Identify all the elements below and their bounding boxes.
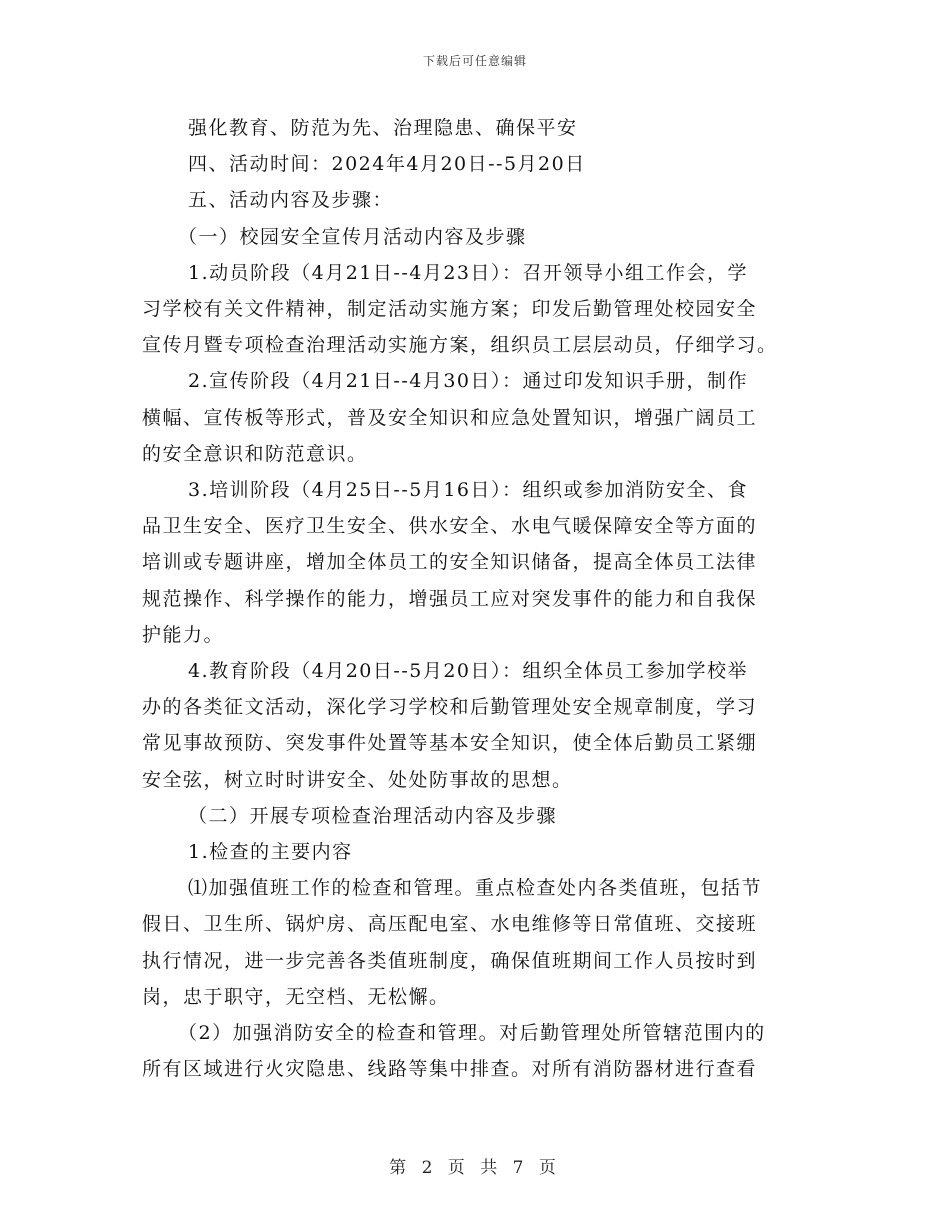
paragraph-line: 的安全意识和防范意识。 — [142, 442, 368, 465]
paragraph-line: 五、活动内容及步骤： — [188, 189, 394, 212]
paragraph-line: 四、活动时间：2024年4月20日--5月20日 — [188, 153, 586, 176]
paragraph-line: 强化教育、防范为先、治理隐患、确保平安 — [188, 117, 578, 139]
section-heading: （二）开展专项检查治理活动内容及步骤 — [188, 804, 558, 827]
paragraph-line: 岗，忠于职守，无空档、无松懈。 — [142, 985, 450, 1008]
paragraph-line: ⑴加强值班工作的检查和管理。重点检查处内各类值班，包括节 — [188, 877, 763, 900]
paragraph-line: 2.宣传阶段（4月21日--4月30日）：通过印发知识手册，制作 — [188, 370, 748, 393]
paragraph-line: 所有区域进行火灾隐患、线路等集中排查。对所有消防器材进行查看 — [142, 1058, 758, 1081]
section-heading: （一）校园安全宣传月活动内容及步骤 — [178, 225, 527, 248]
paragraph-line: 办的各类征文活动，深化学习学校和后勤管理处安全规章制度，学习 — [142, 696, 758, 719]
paragraph-line: 常见事故预防、突发事件处置等基本安全知识，使全体后勤员工紧绷 — [142, 732, 758, 755]
document-body — [142, 110, 812, 1087]
paragraph-line: 假日、卫生所、锅炉房、高压配电室、水电维修等日常值班、交接班 — [142, 913, 758, 936]
paragraph-line: 横幅、宣传板等形式，普及安全知识和应急处置知识，增强广阔员工 — [142, 406, 758, 429]
paragraph-line: 1.动员阶段（4月21日--4月23日）：召开领导小组工作会，学 — [188, 261, 748, 284]
paragraph-line: 3.培训阶段（4月25日--5月16日）：组织或参加消防安全、食 — [188, 479, 748, 502]
page-number: 第 2 页 共 7 页 — [389, 1158, 561, 1178]
paragraph-line: 护能力。 — [142, 623, 225, 646]
paragraph-line: （2）加强消防安全的检查和管理。对后勤管理处所管辖范围内的 — [178, 1022, 766, 1045]
paragraph-line: 习学校有关文件精神，制定活动实施方案；印发后勤管理处校园安全 — [142, 298, 758, 321]
paragraph-line: 安全弦，树立时时讲安全、处处防事故的思想。 — [142, 768, 573, 791]
paragraph-line: 规范操作、科学操作的能力，增强员工应对突发事件的能力和自我保 — [142, 587, 758, 610]
page-header: 下载后可任意编辑 — [422, 54, 527, 68]
paragraph-line: 4.教育阶段（4月20日--5月20日）：组织全体员工参加学校举 — [188, 660, 748, 683]
paragraph-line: 宣传月暨专项检查治理活动实施方案，组织员工层层动员，仔细学习。 — [142, 334, 778, 357]
paragraph-line: 执行情况，进一步完善各类值班制度，确保值班期间工作人员按时到 — [142, 949, 758, 972]
paragraph-line: 1.检查的主要内容 — [188, 841, 353, 864]
paragraph-line: 培训或专题讲座，增加全体员工的安全知识储备，提高全体员工法律 — [142, 551, 758, 574]
paragraph-line: 品卫生安全、医疗卫生安全、供水安全、水电气暖保障安全等方面的 — [142, 515, 758, 538]
